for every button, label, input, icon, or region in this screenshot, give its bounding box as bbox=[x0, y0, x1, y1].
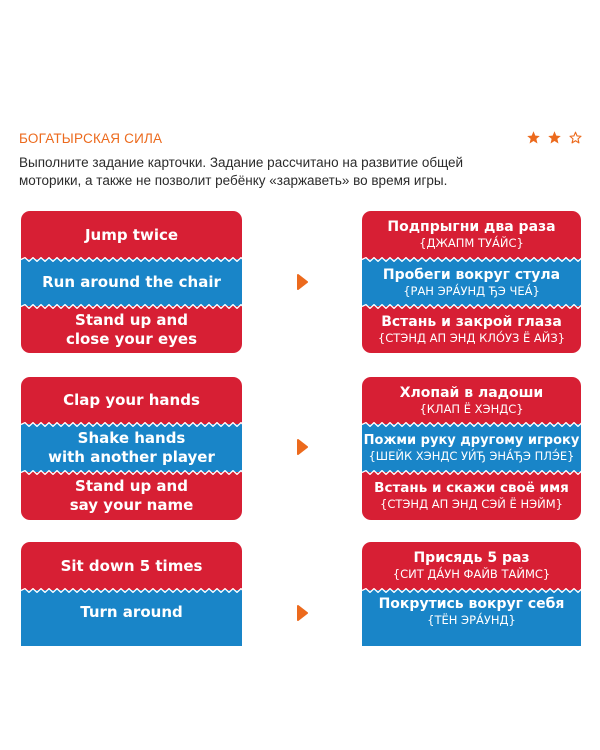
english-task: Sit down 5 times bbox=[21, 542, 242, 590]
arrow-right-icon bbox=[296, 605, 308, 621]
transcription: {СТЭНД АП ЭНД СЭЙ Ё НЭЙМ} bbox=[380, 497, 563, 511]
russian-task bbox=[362, 472, 581, 520]
russian-task bbox=[362, 424, 581, 472]
star-empty-icon bbox=[568, 130, 583, 145]
russian-task bbox=[362, 259, 581, 306]
russian-card bbox=[362, 377, 581, 520]
russian-task bbox=[362, 590, 581, 646]
description-line: Выполните задание карточки. Задание рассчитано на развитие общей bbox=[19, 155, 464, 170]
english-task: Stand up and say your name bbox=[21, 472, 242, 520]
russian-text: Хлопай в ладоши bbox=[399, 384, 544, 401]
english-task: Stand up and close your eyes bbox=[21, 306, 242, 353]
russian-text: Присядь 5 раз bbox=[413, 550, 530, 566]
russian-card bbox=[362, 542, 581, 646]
russian-task bbox=[362, 306, 581, 353]
english-card bbox=[21, 542, 242, 646]
task-description bbox=[19, 154, 579, 190]
russian-card bbox=[362, 211, 581, 353]
russian-task bbox=[362, 542, 581, 590]
russian-task bbox=[362, 211, 581, 259]
star-filled-icon bbox=[526, 130, 541, 145]
russian-task bbox=[362, 377, 581, 424]
russian-text: Пожми руку другому игроку bbox=[363, 433, 580, 448]
english-task: Shake hands with another player bbox=[21, 424, 242, 472]
rating-stars bbox=[526, 130, 583, 145]
transcription: {КЛАП Ё ХЭНДС} bbox=[419, 401, 524, 416]
star-filled-icon bbox=[547, 130, 562, 145]
russian-text: Подпрыгни два раза bbox=[387, 219, 556, 235]
english-task: Turn around bbox=[21, 590, 242, 646]
english-task: Jump twice bbox=[21, 211, 242, 259]
russian-text: Пробеги вокруг стула bbox=[382, 266, 561, 283]
transcription: {ШЕЙК ХЭНДС УИ́Ђ ЭНА́ЂЭ ПЛЭ́Е} bbox=[368, 449, 575, 463]
transcription: {РАН ЭРА́УНД ЂЭ ЧЕА́} bbox=[403, 283, 540, 298]
russian-text: Встань и скажи своё имя bbox=[374, 480, 569, 496]
arrow-right-icon bbox=[296, 274, 308, 290]
arrow-right-icon bbox=[296, 439, 308, 455]
english-card bbox=[21, 211, 242, 353]
transcription: {СТЭНД АП ЭНД КЛО́УЗ Ё АЙЗ} bbox=[377, 330, 566, 345]
transcription: {ДЖАПМ ТУА́ЙС} bbox=[419, 236, 524, 250]
english-task: Clap your hands bbox=[21, 377, 242, 424]
transcription: {СИТ ДА́УН ФАЙВ ТАЙМС} bbox=[392, 567, 551, 581]
russian-text: Покрутись вокруг себя bbox=[378, 596, 565, 612]
section-title: БОГАТЫРСКАЯ СИЛА bbox=[19, 131, 163, 146]
transcription: {ТЁН ЭРА́УНД} bbox=[427, 613, 516, 627]
description-line: моторики, а также не позволит ребёнку «заржаветь» во время игры. bbox=[19, 173, 448, 188]
english-task: Run around the chair bbox=[21, 259, 242, 306]
english-card bbox=[21, 377, 242, 520]
russian-text: Встань и закрой глаза bbox=[381, 313, 562, 330]
